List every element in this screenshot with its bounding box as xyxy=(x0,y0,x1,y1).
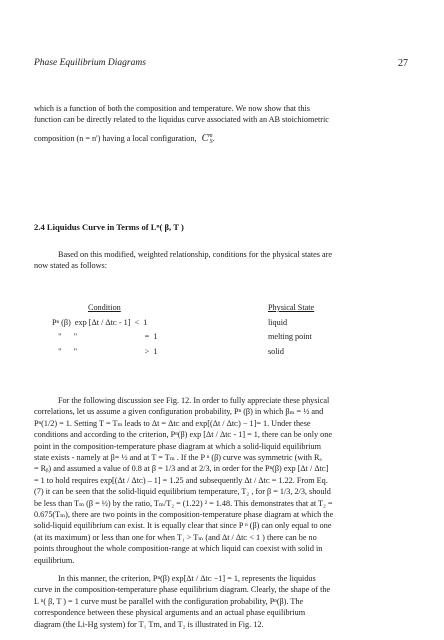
configuration-symbol xyxy=(202,133,213,144)
text-line: conditions and according to the criterion, Pⁿ(β) exp [Δt / Δtᴄ - 1] = 1, there can be only one xyxy=(34,430,332,440)
text-line: Pⁿ(1/2) = 1. Setting T = Tₘ leads to Δt = Δtᴄ and exp[(Δt / Δtᴄ) − 1]= 1. Under these xyxy=(34,418,311,428)
text-line: L ⁿ( β, T ) = 1 curve must be parallel with the configuration probability, Pⁿ(β). The xyxy=(34,596,304,606)
state-cell: liquid xyxy=(268,317,288,327)
condition-cell: " " = 1 xyxy=(52,332,158,341)
header-physical-state: Physical State xyxy=(268,303,315,312)
paragraph-conditions-intro xyxy=(34,249,410,272)
config-subscript: S xyxy=(209,138,213,145)
text-line: function can be directly related to the liquidus curve associated with an AB stoichiometric xyxy=(34,115,329,125)
text-fragment: . xyxy=(212,133,215,143)
text-line: which is a function of both the composition and temperature. We now show that this xyxy=(34,104,310,113)
config-superscript: m xyxy=(208,132,213,139)
text-line: correlations, let us assume a given configuration probability, Pⁿ (β) in which βₘ = ½ and xyxy=(34,407,324,417)
condition-cell: Pⁿ (β) exp [Δt / Δtᴄ - 1] < 1 xyxy=(52,317,148,327)
text-line: diagram (the Li-Hg system) for T₁ Tm, and T₂ is illustrated in Fig. 12. xyxy=(34,619,264,629)
conditions-table xyxy=(52,303,372,361)
text-line: points throughout the whole composition-range at which liquid can coexist with solid in xyxy=(34,544,323,554)
header-condition: Condition xyxy=(88,303,121,312)
text-line: = 1 to hold requires exp[(Δt / Δtᴄ) – 1] = 1.25 and subsequently Δt / Δtᴄ = 1.22. From Eq. xyxy=(34,475,328,485)
text-line: solid-liquid equilibrium can exist. It is equally clear that since P ⁿ (β) can only equal to one xyxy=(34,521,332,531)
text-line: Based on this modified, weighted relationship, conditions for the physical states are xyxy=(58,250,332,259)
text-line xyxy=(34,131,410,148)
table-row xyxy=(52,347,372,362)
text-line: point in the composition-temperature phase diagram at which a solid-liquid equilibrium xyxy=(34,441,321,451)
table-header xyxy=(52,303,372,318)
text-fragment: composition (n = n') having a local configuration, xyxy=(34,133,197,143)
condition-cell: " " > 1 xyxy=(52,346,158,356)
text-line: state exists - namely at β= ½ and at T = Tₘ . If the P ⁿ (β) curve was symmetric (with Rₐ xyxy=(34,453,322,463)
page-number: 27 xyxy=(398,58,408,69)
text-line: curve in the composition-temperature phase equilibrium diagram. Clearly, the shape of the xyxy=(34,585,331,595)
text-line: be less than Tₘ (β = ½) by the ratio, Tₘ/T₂ = (1.22) ² = 1.48. This demonstrates that at T₂ = xyxy=(34,498,333,508)
state-cell: solid xyxy=(268,346,284,356)
text-line: (at its maximum) or less than one for when T₁ > Tₘ (and Δt / Δtᴄ < 1 ) there can be no xyxy=(34,532,317,542)
text-line: In this manner, the criterion, Pⁿ(β) exp[Δt / Δtᴄ −1] = 1, represents the liquidus xyxy=(58,574,316,583)
paragraph-liquidus xyxy=(34,573,410,630)
text-line: now stated as follows: xyxy=(34,261,107,271)
table-row xyxy=(52,332,372,347)
text-line: equilibrium. xyxy=(34,555,75,565)
text-line: correspondence between these physical arguments and an actual phase equilibrium xyxy=(34,608,306,618)
text-line: For the following discussion see Fig. 12. In order to fully appreciate these physical xyxy=(58,396,330,405)
config-letter: C xyxy=(201,132,209,144)
paragraph-discussion xyxy=(34,395,410,566)
table-row xyxy=(52,318,372,333)
section-heading: 2.4 Liquidus Curve in Terms of Lⁿ( β, T ) xyxy=(34,222,184,232)
text-line: (7) it can be seen that the solid-liquid equilibrium temperature, T₂ , for β = 1/3, 2/3, should xyxy=(34,487,331,497)
intro-paragraph xyxy=(34,103,410,148)
state-cell: melting point xyxy=(268,332,312,341)
running-title: Phase Equilibrium Diagrams xyxy=(34,58,146,68)
text-line: 0.675(Tₘ), there are two points in the composition-temperature phase diagram at which the xyxy=(34,510,334,520)
text-line: = Rᵦ) and assumed a value of 0.8 at β = 1/3 and at 2/3, in order for the Pⁿ(β) exp [Δt / Δtᴄ] xyxy=(34,464,329,474)
